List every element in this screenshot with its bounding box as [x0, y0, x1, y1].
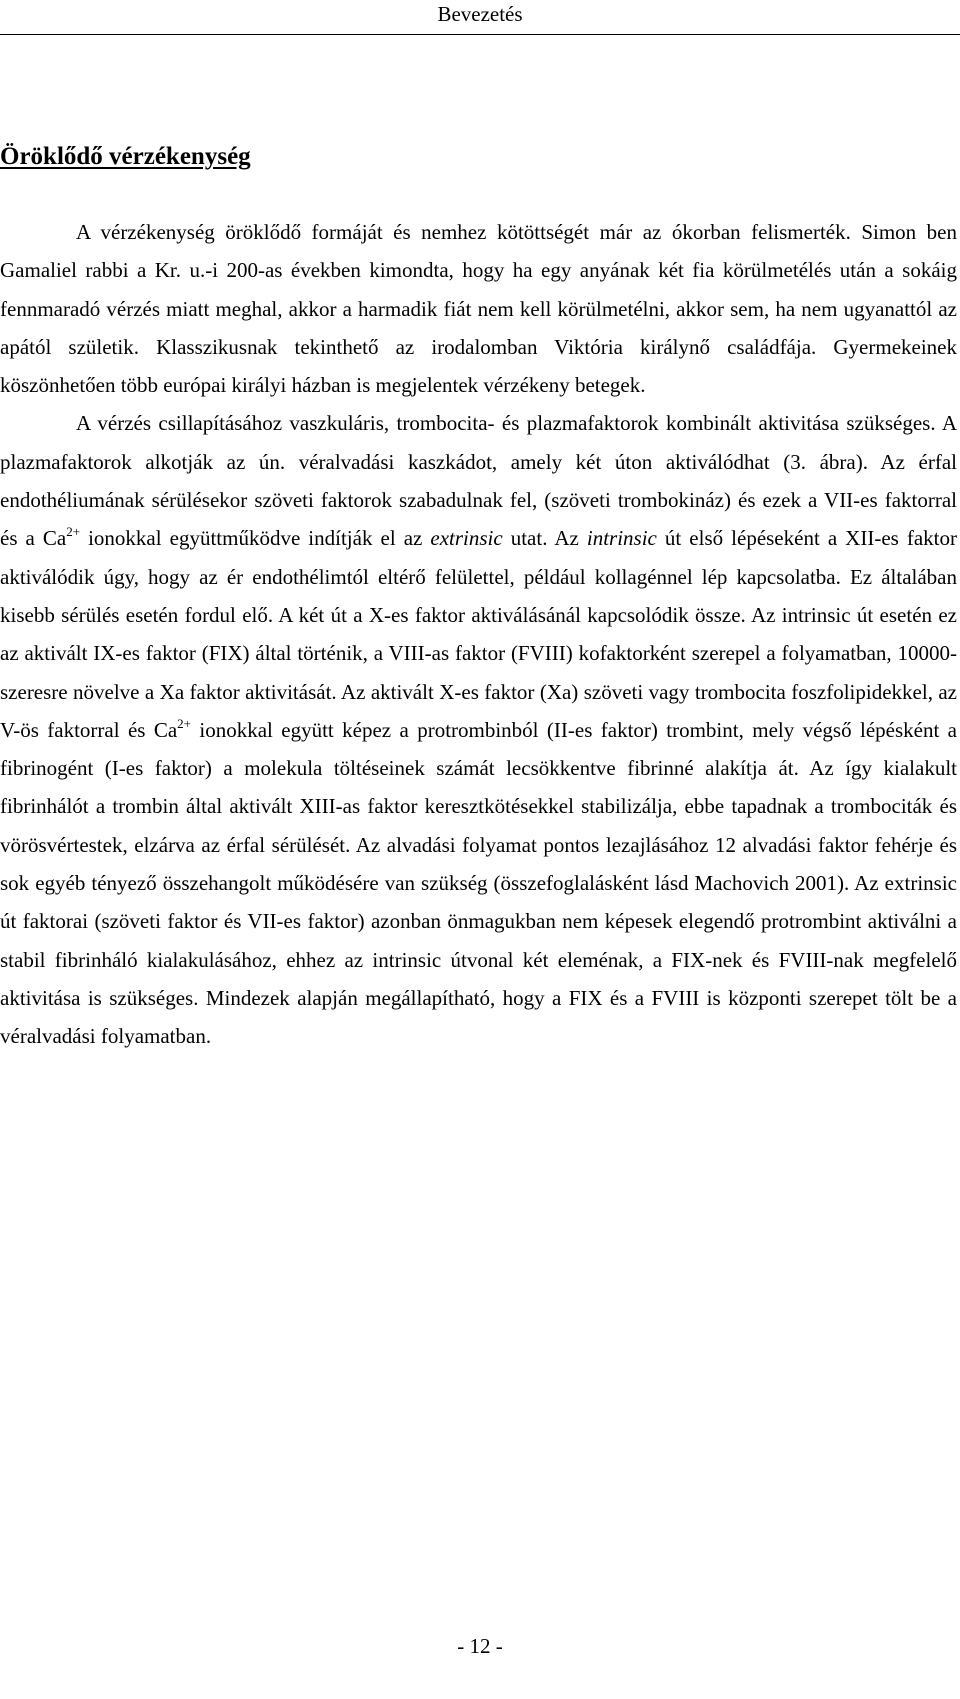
header-divider [0, 34, 960, 35]
paragraph-2-text: ionokkal együttműködve indítják el az [80, 526, 431, 551]
extrinsic-term: extrinsic [430, 526, 503, 551]
running-header [0, 0, 960, 34]
section-title: Öröklődő vérzékenység [0, 143, 251, 170]
intrinsic-term: intrinsic [586, 526, 657, 551]
paragraph-2-text: ionokkal együtt képez a protrombinból (II-es faktor) trombint, mely végső lépésként a fibrinogént (I-es faktor) a molekula töltéseinek számát lecsökkentve fibrinné alakítja át. Az így kialakult fibrinhálót a trombin által aktivált XIII-as faktor keresztkötésekkel stabilizálja, ebbe tapadnak a trombociták és vörösvértestek, elzárva az érfal sérülését. Az alvadási folyamat pontos lezajlásához 12 alvadási faktor fehérje és sok egyéb tényező összehangolt működésére van szükség (összefoglalásként lásd Machovich 2001). Az extrinsic út faktorai (szöveti faktor és VII-es faktor) azonban önmagukban nem képesek elegendő protrombint aktiválni a stabil fibrinháló kialakulásához, ehhez az intrinsic útvonal két eleménak, a FIX-nek és FVIII-nak megfelelő aktivitása is szükséges. Mindezek alapján megállapítható, hogy a FIX és a FVIII is központi szerepet tölt be a véralvadási folyamatban. [0, 717, 957, 1049]
body-text [0, 213, 957, 1056]
paragraph-2-text: A vérzés csillapításához vaszkuláris, trombocita- és plazmafaktorok kombinált aktivitása szükséges. A plazmafaktorok alkotják az ún. véralvadási kaszkádot, amely két úton aktiválódhat (3. ábra). Az érfal endothéliumának sérülésekor szöveti faktorok szabadulnak fel, (szöveti trombokináz) és ezek a VII-es faktorral és a Ca [0, 411, 957, 551]
paragraph-1: A vérzékenység öröklődő formáját és nemhez kötöttségét már az ókorban felismerték. Simon ben Gamaliel rabbi a Kr. u.-i 200-as években kimondta, hogy ha egy anyának két fia körülmetélés után a sokáig fennmaradó vérzés miatt meghal, akkor a harmadik fiát nem kell körülmetélni, akkor sem, ha nem ugyanattól az apától születik. Klasszikusnak tekinthető az irodalomban Viktória királynő családfája. Gyermekeinek köszönhetően több európai királyi házban is megjelentek vérzékeny betegek. [0, 220, 957, 398]
calcium-charge-superscript: 2+ [66, 524, 81, 540]
paragraph-2-text: út első lépéseként a XII-es faktor aktiválódik úgy, hogy az ér endothélimtól eltérő felülettel, például kollagénnel lép kapcsolatba. Ez általában kisebb sérülés esetén fordul elő. A két út a X-es faktor aktiválásánál kapcsolódik össze. Az intrinsic út esetén ez az aktivált IX-es faktor (FIX) által történik, a VIII-as faktor (FVIII) kofaktorként szerepel a folyamatban, 10000-szeresre növelve a Xa faktor aktivitását. Az aktivált X-es faktor (Xa) szöveti vagy trombocita foszfolipidekkel, az V-ös faktorral és Ca [0, 526, 957, 742]
paragraph-2 [0, 404, 957, 1055]
running-title: Bevezetés [437, 2, 523, 26]
page-number: - 12 - [457, 1634, 503, 1658]
calcium-charge-superscript: 2+ [177, 715, 192, 731]
paragraph-2-text: utat. Az [502, 526, 587, 551]
